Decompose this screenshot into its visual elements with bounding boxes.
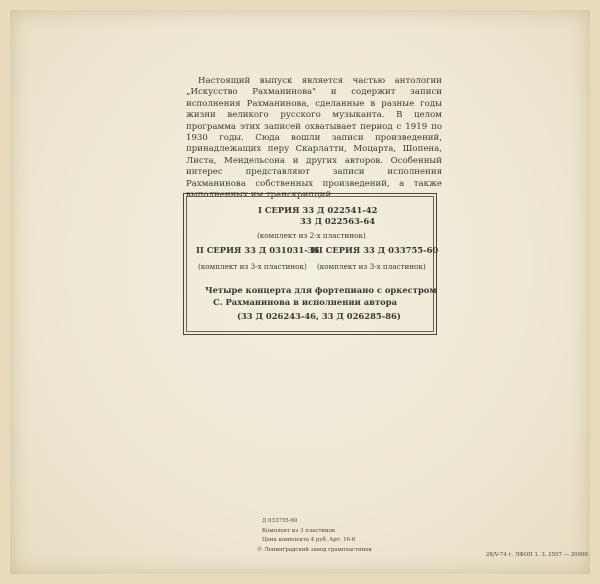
series-one-title: I СЕРИЯ 33 Д 022541-42 — [258, 205, 378, 215]
series-three-note: (комплект из 3-х пластинок) — [317, 262, 426, 271]
concertos-line-2: С. Рахманинова в исполнении автора — [213, 297, 398, 307]
series-one-note: (комплект из 2-х пластинок) — [257, 231, 366, 240]
intro-paragraph: Настоящий выпуск является частью антологии „Искусство Рахманинова" и содержит записи исполнения Рахманинова, сделанные в разные годы жизни великого русского музыканта. В целом программа этих записей охватывает период с 1919 по 1930 годы. Сюда вошли записи произведений, принадлежащих перу Скарлатти, Моцарта, Шопена, Листа, Мендельсона и других авторов. Особенный интерес представляют записи исполнения Рахманинова собственных произведений, а также выполненных им транскрипций. — [186, 76, 442, 201]
footer-print-info: 28/V-74 г. ЛФОП 1. З. 2557 — 20000. — [486, 552, 590, 558]
series-two-title: II СЕРИЯ 33 Д 031031-36 — [196, 245, 320, 255]
footer-set-info: Комплект из 3 пластинок — [262, 528, 336, 534]
concertos-catalog-numbers: (33 Д 026243-46, 33 Д 026285-86) — [237, 311, 401, 321]
footer-price: Цена комплекта 4 руб. Арт. 16-6 — [262, 537, 356, 543]
series-three-title: III СЕРИЯ 33 Д 033755-60 — [311, 245, 439, 255]
series-two-note: (комплект из 3-х пластинок) — [198, 262, 307, 271]
concertos-line-1: Четыре концерта для фортепиано с оркестром — [205, 285, 437, 295]
footer-manufacturer: © Ленинградский завод грампластинок — [257, 547, 372, 553]
footer-catalog-number: Д 033755-60 — [262, 518, 298, 524]
series-one-second-catalog: 33 Д 022563-64 — [300, 216, 376, 226]
